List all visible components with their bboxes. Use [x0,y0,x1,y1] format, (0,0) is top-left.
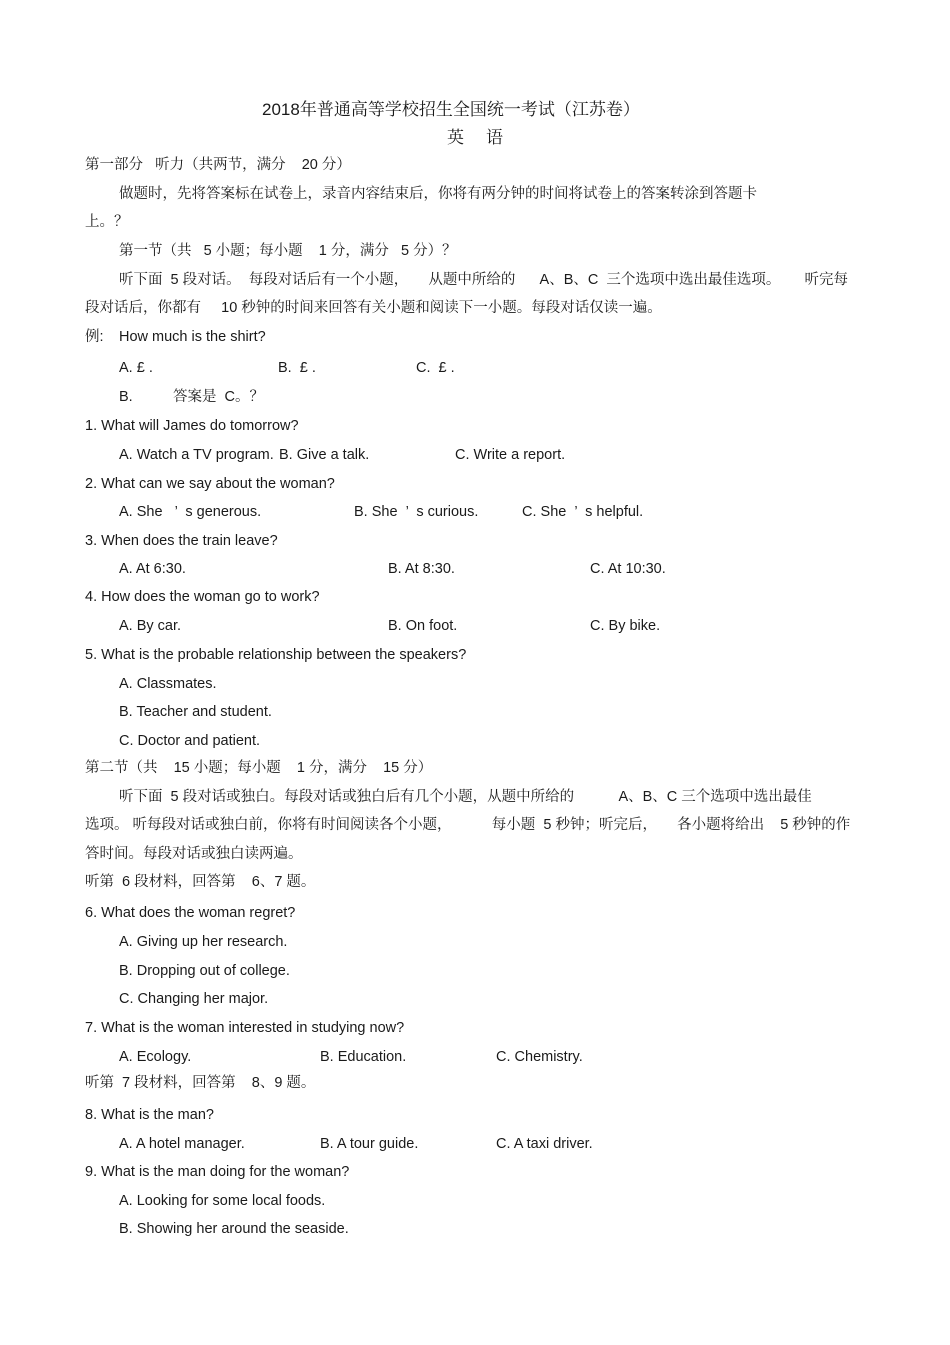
q2-option-a: A. She ’ s generous. [119,504,262,520]
q1-stem: 1. What will James do tomorrow? [85,418,299,434]
q8-option-a: A. A hotel manager. [119,1136,245,1152]
section2-instruction-end: 答时间。每段对话或独白读两遍。 [85,846,303,862]
q9-stem: 9. What is the man doing for the woman? [85,1164,350,1180]
example-label: 例: [85,329,104,345]
q6-stem: 6. What does the woman regret? [85,905,296,921]
example-option-b: B. £ . [278,360,316,376]
q1-option-b: B. Give a talk. [279,447,370,463]
q4-option-a: A. By car. [119,618,182,634]
material-7-heading: 听第 7 段材料，回答第 8、9 题。 [85,1075,316,1091]
q1-option-a: A. Watch a TV program. [119,447,274,463]
q7-option-a: A. Ecology. [119,1049,192,1065]
q5-option-c: C. Doctor and patient. [119,733,261,749]
q5-option-b: B. Teacher and student. [119,704,272,720]
q6-option-a: A. Giving up her research. [119,934,288,950]
q2-option-b: B. She ’ s curious. [354,504,479,520]
q6-option-b: B. Dropping out of college. [119,963,290,979]
q9-option-b: B. Showing her around the seaside. [119,1221,349,1237]
q8-stem: 8. What is the man? [85,1107,214,1123]
section2-instruction-cont: 选项。 听每段对话或独白前，你将有时间阅读各个小题， 每小题 5 秒钟；听完后， 各小题将给出 5 秒钟的作 [85,817,851,833]
q3-stem: 3. When does the train leave? [85,533,278,549]
section1-instruction: 听下面 5 段对话。 每段对话后有一个小题， 从题中所给的 A、B、C 三个选项中选出最佳选项。 听完每 [119,272,849,288]
q7-option-c: C. Chemistry. [496,1049,583,1065]
subject-title: 英语 [447,128,525,147]
q8-option-b: B. A tour guide. [320,1136,419,1152]
part1-heading: 第一部分 听力（共两节，满分 20 分） [85,157,351,173]
section2-heading: 第二节（共 15 小题；每小题 1 分，满分 15 分） [85,760,433,776]
example-option-a: A. £ . [119,360,153,376]
section1-instruction-cont: 段对话后，你都有 10 秒钟的时间来回答有关小题和阅读下一小题。每段对话仅读一遍。 [85,300,662,316]
exam-title: 2018年普通高等学校招生全国统一考试（江苏卷） [262,100,640,119]
example-question: How much is the shirt? [119,329,266,345]
material-6-heading: 听第 6 段材料，回答第 6、7 题。 [85,874,316,890]
part1-instruction: 做题时，先将答案标在试卷上，录音内容结束后，你将有两分钟的时间将试卷上的答案转涂到答题卡 [119,186,757,202]
q4-stem: 4. How does the woman go to work? [85,589,320,605]
section2-instruction: 听下面 5 段对话或独白。每段对话或独白后有几个小题，从题中所给的 A、B、C 三个选项中选出最佳 [119,789,812,805]
q4-option-c: C. By bike. [590,618,661,634]
q1-option-c: C. Write a report. [455,447,566,463]
q4-option-b: B. On foot. [388,618,458,634]
example-answer: B. 答案是 C。？ [119,389,265,405]
q5-option-a: A. Classmates. [119,676,217,692]
q8-option-c: C. A taxi driver. [496,1136,593,1152]
q5-stem: 5. What is the probable relationship between the speakers? [85,647,467,663]
q3-option-a: A. At 6:30. [119,561,186,577]
example-option-c: C. £ . [416,360,455,376]
q9-option-a: A. Looking for some local foods. [119,1193,326,1209]
q3-option-c: C. At 10:30. [590,561,666,577]
q3-option-b: B. At 8:30. [388,561,455,577]
q2-option-c: C. She ’ s helpful. [522,504,644,520]
q2-stem: 2. What can we say about the woman? [85,476,335,492]
section1-heading: 第一节（共 5 小题；每小题 1 分，满分 5 分）？ [119,243,457,259]
q6-option-c: C. Changing her major. [119,991,269,1007]
q7-stem: 7. What is the woman interested in studying now? [85,1020,405,1036]
q7-option-b: B. Education. [320,1049,407,1065]
part1-instruction-cont: 上。？ [85,214,129,230]
